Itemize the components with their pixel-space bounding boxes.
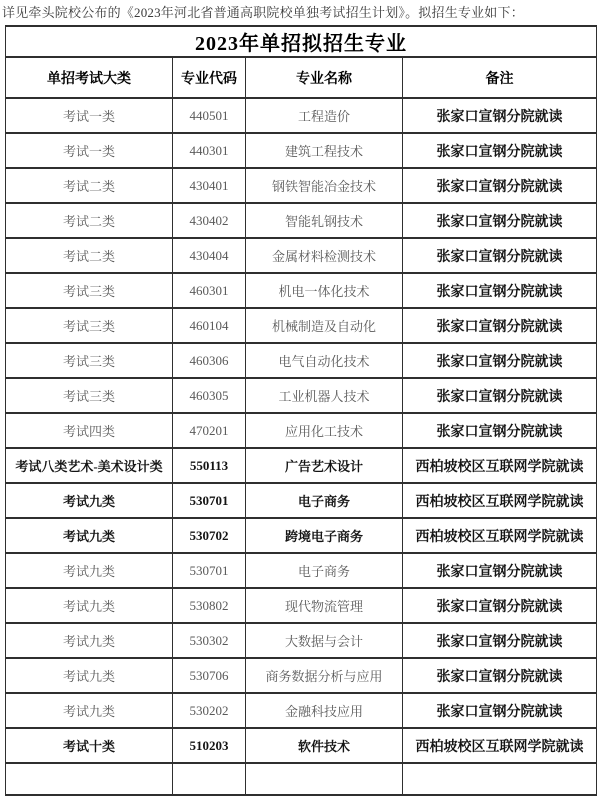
table-row: [6, 98, 597, 133]
cell-exam-category: 考试九类: [6, 658, 173, 693]
cell-exam-category: 考试十类: [6, 728, 173, 763]
cell-major-code: 430404: [173, 238, 246, 273]
table-row: [6, 518, 597, 553]
cell-major-code: 460301: [173, 273, 246, 308]
cell-major-name: 钢铁智能冶金技术: [246, 168, 403, 203]
column-header-remark: 备注: [403, 57, 597, 98]
table-head: [6, 26, 597, 98]
table-row: [6, 168, 597, 203]
cell-remark: 张家口宣钢分院就读: [403, 343, 597, 378]
cell-remark: 张家口宣钢分院就读: [403, 693, 597, 728]
cell-major-name: 电子商务: [246, 483, 403, 518]
cell-major-name: 应用化工技术: [246, 413, 403, 448]
cell-major-code: 430402: [173, 203, 246, 238]
cell-remark: 西柏坡校区互联网学院就读: [403, 518, 597, 553]
cell-remark: 张家口宣钢分院就读: [403, 203, 597, 238]
cell-exam-category: 考试三类: [6, 343, 173, 378]
cell-remark: 张家口宣钢分院就读: [403, 308, 597, 343]
cell-exam-category: 考试九类: [6, 623, 173, 658]
cell-remark: 西柏坡校区互联网学院就读: [403, 483, 597, 518]
table-body: [6, 98, 597, 795]
table-row: [6, 378, 597, 413]
cell-remark: 张家口宣钢分院就读: [403, 588, 597, 623]
table-row: [6, 728, 597, 763]
cell-major-code: 530202: [173, 693, 246, 728]
cell-remark: 张家口宣钢分院就读: [403, 98, 597, 133]
table-row: [6, 588, 597, 623]
column-header-major-name: 专业名称: [246, 57, 403, 98]
cell-major-name: 软件技术: [246, 728, 403, 763]
table-row: [6, 308, 597, 343]
table-row: [6, 693, 597, 728]
table-row: [6, 413, 597, 448]
cell-major-name: 工业机器人技术: [246, 378, 403, 413]
table-title: 2023年单招拟招生专业: [6, 26, 597, 57]
column-header-major-code: 专业代码: [173, 57, 246, 98]
cell-major-code: 460305: [173, 378, 246, 413]
cell-remark: 张家口宣钢分院就读: [403, 378, 597, 413]
table-row: [6, 203, 597, 238]
table-row: [6, 658, 597, 693]
table-row: [6, 273, 597, 308]
cell-exam-category: 考试三类: [6, 308, 173, 343]
cell-remark: 西柏坡校区互联网学院就读: [403, 448, 597, 483]
cell-major-name: 机电一体化技术: [246, 273, 403, 308]
cell-major-code: 440301: [173, 133, 246, 168]
cell-major-name: 工程造价: [246, 98, 403, 133]
table-row: [6, 553, 597, 588]
cell-major-code: 460306: [173, 343, 246, 378]
table-row: [6, 238, 597, 273]
cell-exam-category: 考试三类: [6, 273, 173, 308]
cell-major-code: 530701: [173, 483, 246, 518]
cell-exam-category: 考试二类: [6, 238, 173, 273]
intro-text: 详见牵头院校公布的《2023年河北省普通高职院校单独考试招生计划》。拟招生专业如下：: [2, 5, 524, 20]
table-row: [6, 623, 597, 658]
cell-remark: [403, 763, 597, 795]
cell-remark: 张家口宣钢分院就读: [403, 553, 597, 588]
cell-remark: 张家口宣钢分院就读: [403, 413, 597, 448]
cell-major-code: 550113: [173, 448, 246, 483]
table-row: [6, 448, 597, 483]
cell-remark: 张家口宣钢分院就读: [403, 133, 597, 168]
cell-major-code: 430401: [173, 168, 246, 203]
cell-major-code: 470201: [173, 413, 246, 448]
cell-major-name: [246, 763, 403, 795]
cell-major-name: 电气自动化技术: [246, 343, 403, 378]
cell-major-name: 建筑工程技术: [246, 133, 403, 168]
cell-remark: 张家口宣钢分院就读: [403, 273, 597, 308]
table-row: [6, 343, 597, 378]
table-row-partial: [6, 763, 597, 795]
cell-major-code: 460104: [173, 308, 246, 343]
cell-major-name: 大数据与会计: [246, 623, 403, 658]
majors-table: [5, 25, 597, 796]
cell-major-name: 广告艺术设计: [246, 448, 403, 483]
cell-remark: 张家口宣钢分院就读: [403, 238, 597, 273]
table-row: [6, 133, 597, 168]
cell-major-name: 金融科技应用: [246, 693, 403, 728]
cell-major-code: [173, 763, 246, 795]
cell-exam-category: 考试一类: [6, 98, 173, 133]
cell-major-code: 530702: [173, 518, 246, 553]
cell-exam-category: 考试二类: [6, 203, 173, 238]
table-title-row: [6, 26, 597, 57]
cell-major-name: 跨境电子商务: [246, 518, 403, 553]
cell-exam-category: 考试九类: [6, 483, 173, 518]
cell-exam-category: 考试三类: [6, 378, 173, 413]
cell-major-name: 金属材料检测技术: [246, 238, 403, 273]
cell-major-code: 530706: [173, 658, 246, 693]
cell-remark: 张家口宣钢分院就读: [403, 623, 597, 658]
cell-major-name: 机械制造及自动化: [246, 308, 403, 343]
cell-exam-category: 考试四类: [6, 413, 173, 448]
cell-exam-category: 考试九类: [6, 518, 173, 553]
cell-remark: 张家口宣钢分院就读: [403, 168, 597, 203]
cell-major-name: 电子商务: [246, 553, 403, 588]
cell-exam-category: 考试九类: [6, 588, 173, 623]
cell-remark: 张家口宣钢分院就读: [403, 658, 597, 693]
cell-exam-category: [6, 763, 173, 795]
cell-major-code: 440501: [173, 98, 246, 133]
cell-exam-category: 考试二类: [6, 168, 173, 203]
table-row: [6, 483, 597, 518]
cell-major-code: 530302: [173, 623, 246, 658]
cell-exam-category: 考试九类: [6, 553, 173, 588]
cell-major-name: 商务数据分析与应用: [246, 658, 403, 693]
cell-major-name: 现代物流管理: [246, 588, 403, 623]
cell-exam-category: 考试八类艺术-美术设计类: [6, 448, 173, 483]
cell-major-name: 智能轧钢技术: [246, 203, 403, 238]
cell-major-code: 530701: [173, 553, 246, 588]
cell-exam-category: 考试一类: [6, 133, 173, 168]
column-header-exam-category: 单招考试大类: [6, 57, 173, 98]
table-header-row: [6, 57, 597, 98]
cell-major-code: 530802: [173, 588, 246, 623]
cell-exam-category: 考试九类: [6, 693, 173, 728]
cell-major-code: 510203: [173, 728, 246, 763]
cell-remark: 西柏坡校区互联网学院就读: [403, 728, 597, 763]
